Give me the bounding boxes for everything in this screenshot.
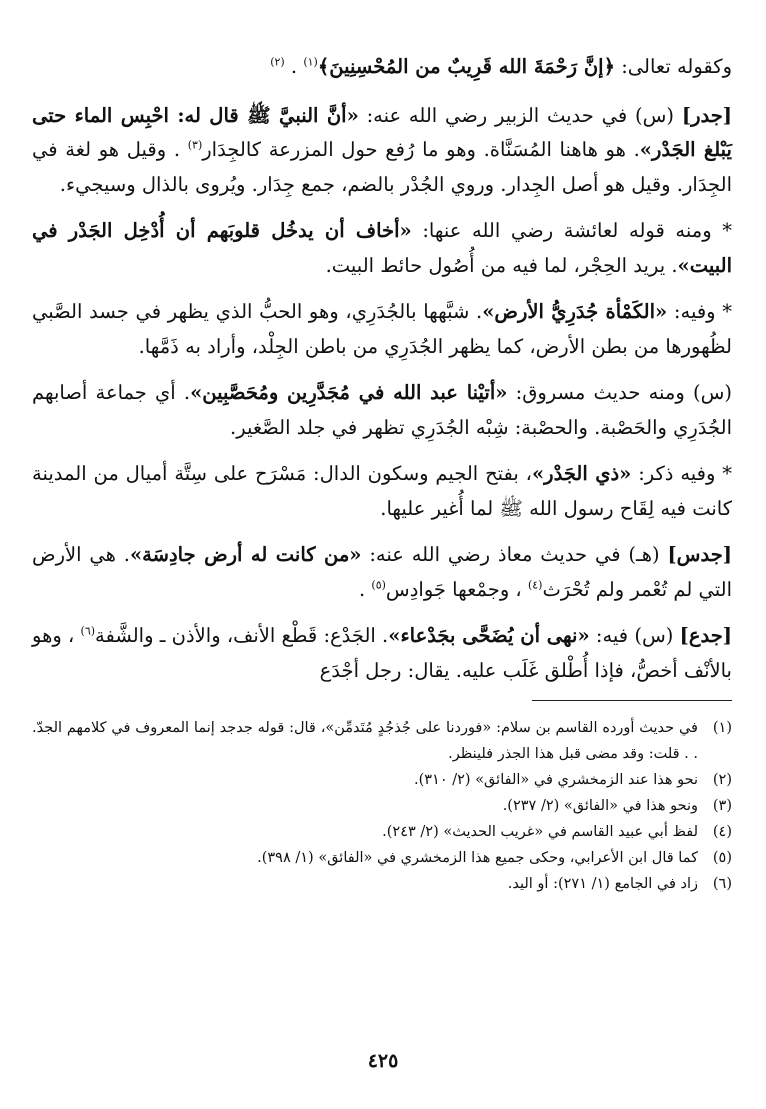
footnote-number: (٣): [712, 798, 732, 814]
footnote-divider: [532, 700, 732, 701]
paragraph: [32, 376, 732, 445]
paragraph: [32, 99, 732, 203]
footnote-number: (٥): [712, 850, 732, 866]
footnote: [32, 767, 732, 793]
footnote-text: زاد في الجامع (١/ ٢٧١): أو اليد.: [507, 876, 698, 892]
text-segment: .: [284, 55, 304, 78]
footnote: [32, 871, 732, 897]
footnote-reference: (١): [303, 55, 318, 69]
footnote-number: (١): [712, 720, 732, 736]
bold-quote: [جدس]: [667, 543, 732, 566]
bold-quote: «أتيْنا عبد الله في مُجَدَّرِين ومُحَصَّبِين»: [190, 381, 508, 404]
bold-quote: «ذي الجَدْر»: [531, 462, 632, 485]
text-segment: وكقوله تعالى:: [615, 55, 732, 78]
bold-quote: «من كانت له أرض جادِسَة»: [129, 543, 362, 566]
page-number: ٤٢٥: [367, 1050, 399, 1072]
bold-quote: «نهى أن يُضَحَّى بجَدْعاء»: [388, 624, 590, 647]
text-segment: . الجَدْع: قَطْع الأنف، والأذن ـ والشَّفة: [95, 624, 389, 647]
text-segment: . وقيل هو لغة في الجِدَار. وقيل هو أصل الجِدار. وروي الجُدْر بالضم، جمع جِدَار. ويُروى بالذال وسيجيء.: [32, 138, 732, 196]
footnote: [32, 715, 732, 767]
paragraph: [32, 619, 732, 688]
bold-quote: «أنَّ النبيَّ ﷺ قال له: احْبِس الماء حتى يَبْلغ الجَدْر»: [32, 103, 732, 161]
bold-quote: «الكَمْأة جُدَرِيُّ الأرض»: [482, 300, 668, 323]
paragraph: [32, 295, 732, 364]
text-segment: ، بفتح الجيم وسكون الدال: مَسْرَح على سِتَّة أميال من المدينة كانت فيه لِقَاح رسول الله ﷺ لما أُغير عليها.: [32, 462, 732, 520]
main-text: [32, 50, 732, 688]
text-segment: . شبَّهها بالجُدَرِي، وهو الحبُّ الذي يظهر في جسد الصَّبي لظُهورها من بطن الأرض، كما يظهر الجُدَرِي من باطن الجِلْد، وأراد به ذَمَّها.: [32, 300, 732, 358]
footnote-text: في حديث أورده القاسم بن سلام: «فوردنا على جُذجُدٍ مُتَدمِّن»، قال: قوله جدجد إنما المعروف في كلامهم الجدّ. . . قلت: وقد مضى قبل هذا الجذر فلينظر.: [32, 720, 698, 762]
footnote-text: لفظ أبي عبيد القاسم في «غريب الحديث» (٢/ ٢٤٣).: [382, 824, 698, 840]
paragraph: [32, 214, 732, 283]
text-segment: ، وهو بالأنْف أخصُّ، فإذا أُطْلق غَلَب عليه. يقال: رجل أجْدَع: [32, 624, 732, 682]
text-segment: (س) فيه:: [589, 624, 680, 647]
paragraph: [32, 457, 732, 526]
text-segment: . هو هاهنا المُسَنَّاة. وهو ما رُفع حول المزرعة كالجِدَار: [202, 138, 640, 161]
footnote: [32, 793, 732, 819]
bold-quote: «أخاف أن يدخُل قلوبَهم أن أُدْخِل الجَدْر في البيت»: [32, 219, 732, 277]
footnote-text: كما قال ابن الأعرابي، وحكى جميع هذا الزمخشري في «الفائق» (١/ ٣٩٨).: [257, 850, 698, 866]
footnote-text: نحو هذا عند الزمخشري في «الفائق» (٢/ ٣١٠).: [413, 772, 698, 788]
footnote: [32, 845, 732, 871]
text-segment: (س) في حديث الزبير رضي الله عنه:: [358, 103, 682, 127]
text-segment: . يريد الحِجْر، لما فيه من أُصُول حائط البيت.: [325, 253, 678, 277]
footnote-reference: (٤): [527, 578, 543, 591]
footnote-text: ونحو هذا في «الفائق» (٢/ ٢٣٧).: [502, 798, 698, 814]
text-segment: . أي جماعة أصابهم الجُدَرِي والحَصْبة. والحصْبة: شِبْه الجُدَرِي تظهر في جلد الصَّغير.: [32, 381, 732, 439]
bold-quote: [جدر]: [681, 103, 733, 127]
paragraph: [32, 538, 732, 607]
text-segment: * وفيه:: [667, 300, 733, 323]
footnote-reference: (٢): [270, 55, 285, 69]
bold-quote: ﴿إنَّ رَحْمَةَ الله قَرِيبٌ من المُحْسِنِينَ﴾: [317, 55, 616, 78]
text-segment: * وفيه ذكر:: [631, 462, 733, 485]
footnote-reference: (٣): [187, 138, 203, 152]
text-segment: .: [359, 577, 372, 601]
text-segment: * ومنه قوله لعائشة رضي الله عنها:: [411, 219, 733, 242]
bold-quote: [جدع]: [679, 624, 732, 647]
footnotes-list: [32, 715, 732, 897]
footnote-reference: (٥): [371, 578, 386, 591]
footnote-number: (٢): [712, 772, 732, 788]
footnote: [32, 819, 732, 845]
footnote-reference: (٦): [80, 624, 96, 638]
text-segment: . هي الأرض التي لم تُعْمر ولم تُحْرَث: [32, 543, 732, 601]
text-segment: (س) ومنه حديث مسروق:: [507, 381, 732, 404]
footnote-number: (٦): [712, 876, 732, 892]
footnote-number: (٤): [712, 824, 732, 840]
text-segment: ، وجمْعها جَوادِس: [385, 577, 528, 601]
paragraph: [32, 50, 732, 85]
text-segment: (هـ) في حديث معاذ رضي الله عنه:: [361, 543, 668, 566]
